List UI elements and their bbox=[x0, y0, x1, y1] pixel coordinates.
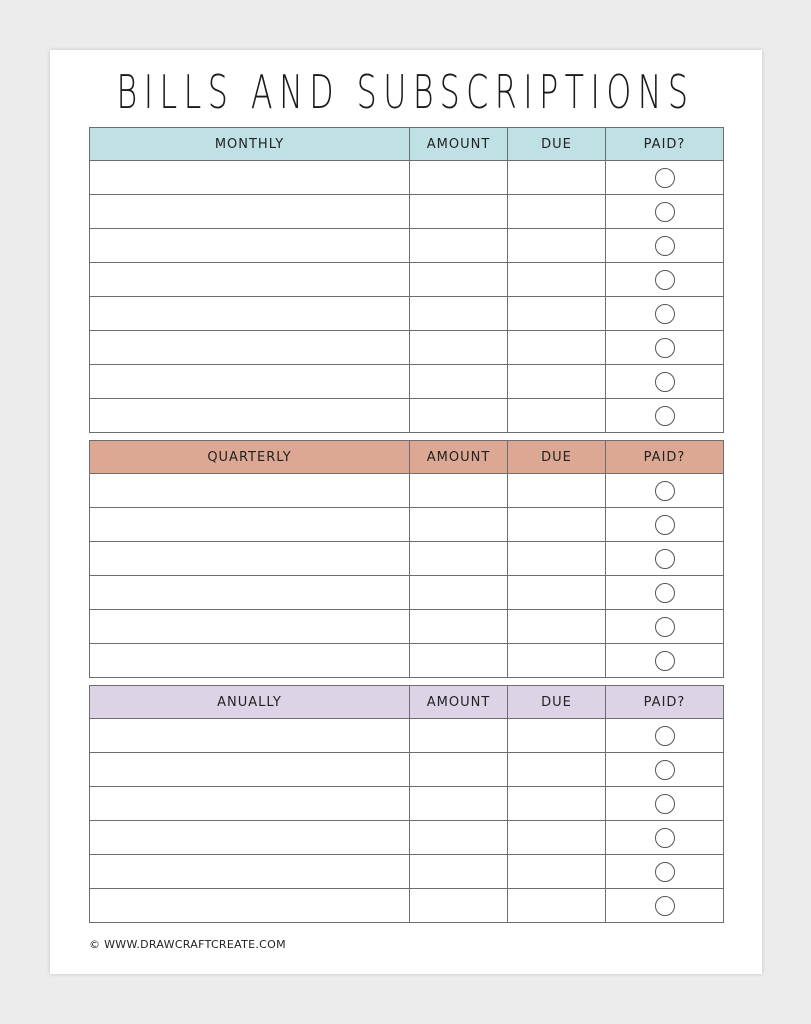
due-cell[interactable] bbox=[508, 719, 606, 753]
monthly-row bbox=[90, 229, 724, 263]
paid-checkbox[interactable] bbox=[655, 236, 675, 256]
amount-cell[interactable] bbox=[410, 161, 508, 195]
paid-cell bbox=[606, 399, 724, 433]
monthly-row bbox=[90, 263, 724, 297]
paid-header: PAID? bbox=[606, 686, 724, 719]
due-header: DUE bbox=[508, 441, 606, 474]
paid-checkbox[interactable] bbox=[655, 270, 675, 290]
paid-cell bbox=[606, 542, 724, 576]
paid-cell bbox=[606, 753, 724, 787]
quarterly-row bbox=[90, 610, 724, 644]
amount-cell[interactable] bbox=[410, 542, 508, 576]
due-cell[interactable] bbox=[508, 331, 606, 365]
paid-checkbox[interactable] bbox=[655, 896, 675, 916]
paid-checkbox[interactable] bbox=[655, 168, 675, 188]
bill-name-cell[interactable] bbox=[90, 644, 410, 678]
amount-cell[interactable] bbox=[410, 753, 508, 787]
due-cell[interactable] bbox=[508, 229, 606, 263]
amount-cell[interactable] bbox=[410, 644, 508, 678]
paid-cell bbox=[606, 508, 724, 542]
due-cell[interactable] bbox=[508, 508, 606, 542]
bill-name-cell[interactable] bbox=[90, 610, 410, 644]
paid-header: PAID? bbox=[606, 128, 724, 161]
paid-cell bbox=[606, 610, 724, 644]
amount-cell[interactable] bbox=[410, 508, 508, 542]
quarterly-row bbox=[90, 474, 724, 508]
amount-cell[interactable] bbox=[410, 855, 508, 889]
due-cell[interactable] bbox=[508, 542, 606, 576]
amount-header: AMOUNT bbox=[410, 441, 508, 474]
due-cell[interactable] bbox=[508, 855, 606, 889]
amount-cell[interactable] bbox=[410, 787, 508, 821]
monthly-row bbox=[90, 331, 724, 365]
amount-cell[interactable] bbox=[410, 331, 508, 365]
bill-name-cell[interactable] bbox=[90, 195, 410, 229]
amount-cell[interactable] bbox=[410, 610, 508, 644]
due-cell[interactable] bbox=[508, 263, 606, 297]
paid-cell bbox=[606, 644, 724, 678]
due-header: DUE bbox=[508, 128, 606, 161]
annually-table bbox=[89, 685, 724, 923]
amount-cell[interactable] bbox=[410, 399, 508, 433]
due-cell[interactable] bbox=[508, 753, 606, 787]
bill-name-cell[interactable] bbox=[90, 263, 410, 297]
paid-cell bbox=[606, 474, 724, 508]
due-cell[interactable] bbox=[508, 576, 606, 610]
paid-checkbox[interactable] bbox=[655, 481, 675, 501]
amount-cell[interactable] bbox=[410, 821, 508, 855]
amount-cell[interactable] bbox=[410, 195, 508, 229]
paid-checkbox[interactable] bbox=[655, 304, 675, 324]
amount-cell[interactable] bbox=[410, 263, 508, 297]
monthly-row bbox=[90, 161, 724, 195]
bill-name-cell[interactable] bbox=[90, 855, 410, 889]
paid-cell bbox=[606, 263, 724, 297]
due-cell[interactable] bbox=[508, 889, 606, 923]
annually-row bbox=[90, 821, 724, 855]
annually-row bbox=[90, 889, 724, 923]
paid-cell bbox=[606, 889, 724, 923]
amount-cell[interactable] bbox=[410, 229, 508, 263]
paid-checkbox[interactable] bbox=[655, 372, 675, 392]
paid-checkbox[interactable] bbox=[655, 651, 675, 671]
quarterly-row bbox=[90, 508, 724, 542]
bill-name-cell[interactable] bbox=[90, 787, 410, 821]
annually-row bbox=[90, 719, 724, 753]
monthly-row bbox=[90, 399, 724, 433]
paid-checkbox[interactable] bbox=[655, 549, 675, 569]
quarterly-header-row bbox=[90, 441, 724, 474]
bill-name-cell[interactable] bbox=[90, 542, 410, 576]
monthly-row bbox=[90, 195, 724, 229]
due-cell[interactable] bbox=[508, 610, 606, 644]
annually-header-row bbox=[90, 686, 724, 719]
amount-header: AMOUNT bbox=[410, 686, 508, 719]
annually-row bbox=[90, 753, 724, 787]
due-cell[interactable] bbox=[508, 474, 606, 508]
paid-cell bbox=[606, 787, 724, 821]
due-cell[interactable] bbox=[508, 195, 606, 229]
amount-cell[interactable] bbox=[410, 889, 508, 923]
quarterly-row bbox=[90, 542, 724, 576]
bill-name-cell[interactable] bbox=[90, 889, 410, 923]
paid-checkbox[interactable] bbox=[655, 515, 675, 535]
paid-checkbox[interactable] bbox=[655, 794, 675, 814]
bill-name-cell[interactable] bbox=[90, 399, 410, 433]
amount-cell[interactable] bbox=[410, 719, 508, 753]
monthly-header-row bbox=[90, 128, 724, 161]
paid-checkbox[interactable] bbox=[655, 862, 675, 882]
quarterly-table bbox=[89, 440, 724, 678]
monthly-row bbox=[90, 365, 724, 399]
monthly-header: MONTHLY bbox=[90, 128, 410, 161]
due-cell[interactable] bbox=[508, 399, 606, 433]
monthly-row bbox=[90, 297, 724, 331]
due-cell[interactable] bbox=[508, 297, 606, 331]
paid-checkbox[interactable] bbox=[655, 617, 675, 637]
paid-checkbox[interactable] bbox=[655, 726, 675, 746]
paid-checkbox[interactable] bbox=[655, 406, 675, 426]
bill-name-cell[interactable] bbox=[90, 297, 410, 331]
paid-cell bbox=[606, 365, 724, 399]
paid-cell bbox=[606, 297, 724, 331]
annually-row bbox=[90, 855, 724, 889]
amount-cell[interactable] bbox=[410, 297, 508, 331]
due-cell[interactable] bbox=[508, 787, 606, 821]
paid-cell bbox=[606, 719, 724, 753]
paid-checkbox[interactable] bbox=[655, 760, 675, 780]
due-cell[interactable] bbox=[508, 821, 606, 855]
paid-cell bbox=[606, 821, 724, 855]
quarterly-row bbox=[90, 644, 724, 678]
bill-name-cell[interactable] bbox=[90, 508, 410, 542]
bill-name-cell[interactable] bbox=[90, 365, 410, 399]
paid-header: PAID? bbox=[606, 441, 724, 474]
quarterly-row bbox=[90, 576, 724, 610]
page-title: BILLS AND SUBSCRIPTIONS bbox=[116, 66, 695, 120]
due-cell[interactable] bbox=[508, 161, 606, 195]
bill-name-cell[interactable] bbox=[90, 161, 410, 195]
paid-cell bbox=[606, 331, 724, 365]
paid-cell bbox=[606, 855, 724, 889]
bill-name-cell[interactable] bbox=[90, 719, 410, 753]
paid-cell bbox=[606, 229, 724, 263]
paid-checkbox[interactable] bbox=[655, 828, 675, 848]
bill-name-cell[interactable] bbox=[90, 229, 410, 263]
paid-cell bbox=[606, 195, 724, 229]
paid-cell bbox=[606, 576, 724, 610]
monthly-table bbox=[89, 127, 724, 433]
bill-name-cell[interactable] bbox=[90, 331, 410, 365]
amount-header: AMOUNT bbox=[410, 128, 508, 161]
amount-cell[interactable] bbox=[410, 474, 508, 508]
due-header: DUE bbox=[508, 686, 606, 719]
annually-row bbox=[90, 787, 724, 821]
bill-name-cell[interactable] bbox=[90, 821, 410, 855]
paid-checkbox[interactable] bbox=[655, 338, 675, 358]
paid-checkbox[interactable] bbox=[655, 583, 675, 603]
amount-cell[interactable] bbox=[410, 365, 508, 399]
bill-name-cell[interactable] bbox=[90, 576, 410, 610]
paid-checkbox[interactable] bbox=[655, 202, 675, 222]
annually-header: ANUALLY bbox=[90, 686, 410, 719]
quarterly-header: QUARTERLY bbox=[90, 441, 410, 474]
due-cell[interactable] bbox=[508, 365, 606, 399]
due-cell[interactable] bbox=[508, 644, 606, 678]
paid-cell bbox=[606, 161, 724, 195]
amount-cell[interactable] bbox=[410, 576, 508, 610]
bill-name-cell[interactable] bbox=[90, 474, 410, 508]
copyright-footer: © WWW.DRAWCRAFTCREATE.COM bbox=[89, 938, 286, 951]
bill-name-cell[interactable] bbox=[90, 753, 410, 787]
